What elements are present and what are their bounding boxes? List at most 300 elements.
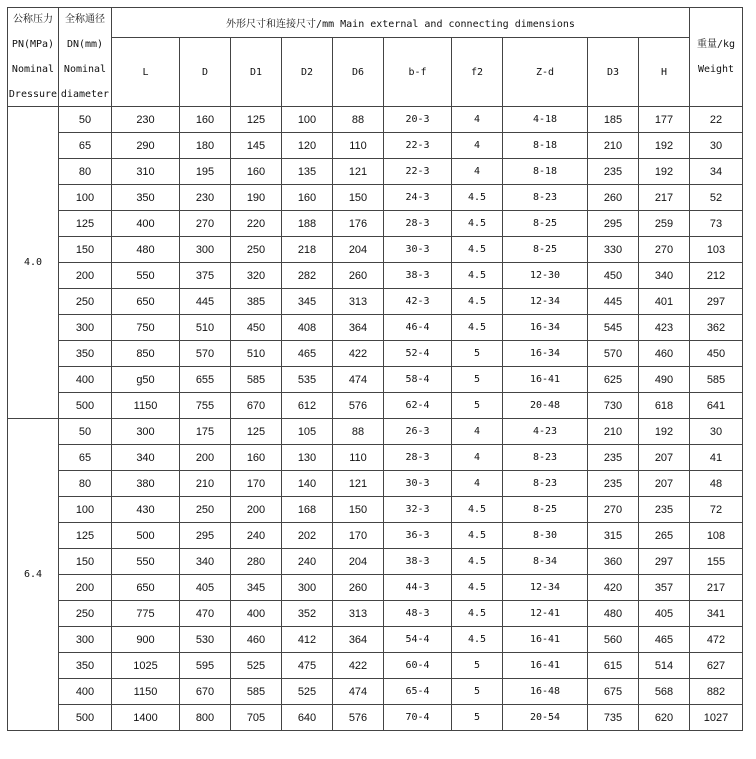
col-header-f2: f2 bbox=[452, 38, 503, 107]
cell-D6: 364 bbox=[333, 627, 384, 653]
cell-b-f: 58-4 bbox=[384, 367, 452, 393]
cell-H: 177 bbox=[639, 107, 690, 133]
cell-H: 340 bbox=[639, 263, 690, 289]
cell-D2: 240 bbox=[282, 549, 333, 575]
cell-D2: 168 bbox=[282, 497, 333, 523]
cell-D2: 612 bbox=[282, 393, 333, 419]
cell-D3: 615 bbox=[588, 653, 639, 679]
cell-f2: 4 bbox=[452, 445, 503, 471]
cell-L: 230 bbox=[112, 107, 180, 133]
cell-L: 775 bbox=[112, 601, 180, 627]
cell-weight: 585 bbox=[690, 367, 743, 393]
cell-weight: 73 bbox=[690, 211, 743, 237]
cell-L: 350 bbox=[112, 185, 180, 211]
cell-dn: 200 bbox=[59, 263, 112, 289]
cell-b-f: 26-3 bbox=[384, 419, 452, 445]
cell-weight: 472 bbox=[690, 627, 743, 653]
col-header-D2: D2 bbox=[282, 38, 333, 107]
cell-f2: 4 bbox=[452, 471, 503, 497]
cell-L: 480 bbox=[112, 237, 180, 263]
cell-L: 1150 bbox=[112, 679, 180, 705]
header-pn bbox=[8, 8, 59, 107]
cell-D: 470 bbox=[180, 601, 231, 627]
cell-L: 550 bbox=[112, 263, 180, 289]
cell-b-f: 30-3 bbox=[384, 471, 452, 497]
cell-Z-d: 16-41 bbox=[503, 367, 588, 393]
cell-H: 490 bbox=[639, 367, 690, 393]
cell-L: 300 bbox=[112, 419, 180, 445]
cell-b-f: 65-4 bbox=[384, 679, 452, 705]
cell-Z-d: 8-25 bbox=[503, 497, 588, 523]
cell-dn: 80 bbox=[59, 471, 112, 497]
cell-D2: 345 bbox=[282, 289, 333, 315]
cell-weight: 1027 bbox=[690, 705, 743, 731]
cell-H: 401 bbox=[639, 289, 690, 315]
cell-Z-d: 8-23 bbox=[503, 185, 588, 211]
cell-Z-d: 16-48 bbox=[503, 679, 588, 705]
cell-D3: 360 bbox=[588, 549, 639, 575]
cell-b-f: 42-3 bbox=[384, 289, 452, 315]
cell-weight: 34 bbox=[690, 159, 743, 185]
cell-dn: 80 bbox=[59, 159, 112, 185]
pn-group-cell: 4.0 bbox=[8, 107, 59, 419]
col-header-D1: D1 bbox=[231, 38, 282, 107]
cell-b-f: 62-4 bbox=[384, 393, 452, 419]
cell-dn: 150 bbox=[59, 549, 112, 575]
cell-D6: 176 bbox=[333, 211, 384, 237]
cell-D6: 422 bbox=[333, 341, 384, 367]
cell-D3: 235 bbox=[588, 445, 639, 471]
cell-f2: 4.5 bbox=[452, 497, 503, 523]
header-pn-line1: 公称压力 bbox=[13, 14, 53, 25]
cell-f2: 4.5 bbox=[452, 575, 503, 601]
cell-Z-d: 12-30 bbox=[503, 263, 588, 289]
table-row bbox=[8, 159, 743, 185]
cell-weight: 212 bbox=[690, 263, 743, 289]
cell-D6: 110 bbox=[333, 133, 384, 159]
cell-L: 900 bbox=[112, 627, 180, 653]
cell-Z-d: 20-48 bbox=[503, 393, 588, 419]
cell-weight: 341 bbox=[690, 601, 743, 627]
cell-D: 195 bbox=[180, 159, 231, 185]
cell-b-f: 46-4 bbox=[384, 315, 452, 341]
cell-D6: 364 bbox=[333, 315, 384, 341]
header-weight-line2: Weight bbox=[697, 64, 735, 75]
cell-D1: 585 bbox=[231, 679, 282, 705]
cell-L: 380 bbox=[112, 471, 180, 497]
cell-D3: 210 bbox=[588, 133, 639, 159]
cell-b-f: 52-4 bbox=[384, 341, 452, 367]
cell-f2: 4.5 bbox=[452, 315, 503, 341]
cell-D2: 475 bbox=[282, 653, 333, 679]
cell-D1: 670 bbox=[231, 393, 282, 419]
cell-H: 265 bbox=[639, 523, 690, 549]
cell-D: 200 bbox=[180, 445, 231, 471]
cell-H: 620 bbox=[639, 705, 690, 731]
cell-b-f: 70-4 bbox=[384, 705, 452, 731]
cell-D2: 130 bbox=[282, 445, 333, 471]
table-row bbox=[8, 367, 743, 393]
cell-dn: 125 bbox=[59, 523, 112, 549]
cell-f2: 5 bbox=[452, 705, 503, 731]
cell-Z-d: 8-34 bbox=[503, 549, 588, 575]
header-pn-line2: PN(MPa) bbox=[11, 39, 55, 50]
cell-weight: 155 bbox=[690, 549, 743, 575]
cell-b-f: 44-3 bbox=[384, 575, 452, 601]
cell-dn: 350 bbox=[59, 341, 112, 367]
cell-dn: 400 bbox=[59, 679, 112, 705]
cell-D1: 400 bbox=[231, 601, 282, 627]
cell-H: 259 bbox=[639, 211, 690, 237]
cell-b-f: 38-3 bbox=[384, 549, 452, 575]
table-row bbox=[8, 133, 743, 159]
cell-D3: 570 bbox=[588, 341, 639, 367]
cell-D1: 160 bbox=[231, 159, 282, 185]
cell-dn: 350 bbox=[59, 653, 112, 679]
cell-H: 235 bbox=[639, 497, 690, 523]
cell-D: 210 bbox=[180, 471, 231, 497]
cell-H: 297 bbox=[639, 549, 690, 575]
cell-D6: 260 bbox=[333, 263, 384, 289]
cell-D6: 260 bbox=[333, 575, 384, 601]
cell-b-f: 32-3 bbox=[384, 497, 452, 523]
header-dn-line4: diameter bbox=[60, 89, 110, 100]
cell-D2: 465 bbox=[282, 341, 333, 367]
cell-L: 650 bbox=[112, 575, 180, 601]
cell-D6: 313 bbox=[333, 289, 384, 315]
cell-dn: 65 bbox=[59, 133, 112, 159]
cell-b-f: 24-3 bbox=[384, 185, 452, 211]
cell-f2: 5 bbox=[452, 341, 503, 367]
cell-D2: 120 bbox=[282, 133, 333, 159]
table-row bbox=[8, 237, 743, 263]
table-row bbox=[8, 445, 743, 471]
cell-D: 570 bbox=[180, 341, 231, 367]
cell-b-f: 54-4 bbox=[384, 627, 452, 653]
cell-D3: 560 bbox=[588, 627, 639, 653]
table-row bbox=[8, 419, 743, 445]
table-row bbox=[8, 679, 743, 705]
cell-D2: 412 bbox=[282, 627, 333, 653]
cell-D1: 125 bbox=[231, 419, 282, 445]
cell-D3: 270 bbox=[588, 497, 639, 523]
cell-Z-d: 4-18 bbox=[503, 107, 588, 133]
header-pn-line4: Dressure bbox=[8, 89, 58, 100]
cell-D2: 408 bbox=[282, 315, 333, 341]
cell-D1: 320 bbox=[231, 263, 282, 289]
cell-D3: 210 bbox=[588, 419, 639, 445]
cell-Z-d: 16-34 bbox=[503, 315, 588, 341]
table-row bbox=[8, 185, 743, 211]
cell-D6: 204 bbox=[333, 237, 384, 263]
cell-f2: 4 bbox=[452, 419, 503, 445]
cell-Z-d: 8-25 bbox=[503, 237, 588, 263]
table-row bbox=[8, 289, 743, 315]
cell-Z-d: 20-54 bbox=[503, 705, 588, 731]
cell-D3: 450 bbox=[588, 263, 639, 289]
cell-dn: 100 bbox=[59, 497, 112, 523]
cell-Z-d: 8-18 bbox=[503, 159, 588, 185]
cell-H: 423 bbox=[639, 315, 690, 341]
cell-D2: 140 bbox=[282, 471, 333, 497]
cell-H: 514 bbox=[639, 653, 690, 679]
cell-Z-d: 8-30 bbox=[503, 523, 588, 549]
cell-D6: 204 bbox=[333, 549, 384, 575]
cell-D2: 300 bbox=[282, 575, 333, 601]
cell-L: 1025 bbox=[112, 653, 180, 679]
table-row bbox=[8, 627, 743, 653]
col-header-Z-d: Z-d bbox=[503, 38, 588, 107]
cell-f2: 4 bbox=[452, 133, 503, 159]
cell-D3: 295 bbox=[588, 211, 639, 237]
cell-D1: 240 bbox=[231, 523, 282, 549]
header-dn bbox=[59, 8, 112, 107]
cell-D6: 422 bbox=[333, 653, 384, 679]
cell-Z-d: 8-23 bbox=[503, 471, 588, 497]
cell-D: 670 bbox=[180, 679, 231, 705]
cell-dn: 250 bbox=[59, 601, 112, 627]
cell-dn: 200 bbox=[59, 575, 112, 601]
cell-H: 357 bbox=[639, 575, 690, 601]
cell-D: 180 bbox=[180, 133, 231, 159]
header-weight-line1: 重量/kg bbox=[696, 39, 736, 50]
cell-D: 340 bbox=[180, 549, 231, 575]
cell-D6: 121 bbox=[333, 159, 384, 185]
cell-H: 270 bbox=[639, 237, 690, 263]
cell-f2: 5 bbox=[452, 393, 503, 419]
table-row bbox=[8, 107, 743, 133]
cell-b-f: 22-3 bbox=[384, 159, 452, 185]
cell-D3: 445 bbox=[588, 289, 639, 315]
header-pn-line3: Nominal bbox=[11, 64, 55, 75]
cell-dn: 65 bbox=[59, 445, 112, 471]
cell-D1: 170 bbox=[231, 471, 282, 497]
cell-D2: 282 bbox=[282, 263, 333, 289]
cell-f2: 4 bbox=[452, 107, 503, 133]
cell-D1: 525 bbox=[231, 653, 282, 679]
cell-f2: 4 bbox=[452, 159, 503, 185]
cell-D6: 110 bbox=[333, 445, 384, 471]
cell-H: 618 bbox=[639, 393, 690, 419]
col-header-D: D bbox=[180, 38, 231, 107]
table-row bbox=[8, 549, 743, 575]
cell-D6: 88 bbox=[333, 419, 384, 445]
cell-L: 750 bbox=[112, 315, 180, 341]
cell-D1: 190 bbox=[231, 185, 282, 211]
cell-D6: 150 bbox=[333, 185, 384, 211]
table-row bbox=[8, 601, 743, 627]
cell-D2: 352 bbox=[282, 601, 333, 627]
cell-weight: 641 bbox=[690, 393, 743, 419]
cell-b-f: 36-3 bbox=[384, 523, 452, 549]
table-row bbox=[8, 211, 743, 237]
cell-f2: 5 bbox=[452, 367, 503, 393]
pn-group-cell: 6.4 bbox=[8, 419, 59, 731]
cell-L: 850 bbox=[112, 341, 180, 367]
cell-dn: 250 bbox=[59, 289, 112, 315]
table-row bbox=[8, 575, 743, 601]
cell-D: 250 bbox=[180, 497, 231, 523]
cell-Z-d: 16-34 bbox=[503, 341, 588, 367]
cell-D: 405 bbox=[180, 575, 231, 601]
cell-D1: 280 bbox=[231, 549, 282, 575]
cell-H: 192 bbox=[639, 133, 690, 159]
cell-D: 160 bbox=[180, 107, 231, 133]
cell-Z-d: 16-41 bbox=[503, 627, 588, 653]
cell-L: 290 bbox=[112, 133, 180, 159]
table-row bbox=[8, 393, 743, 419]
cell-weight: 22 bbox=[690, 107, 743, 133]
cell-weight: 217 bbox=[690, 575, 743, 601]
dims-title: 外形尺寸和连接尺寸/mm Main external and connecting dimensions bbox=[112, 8, 690, 38]
cell-D3: 730 bbox=[588, 393, 639, 419]
cell-D: 175 bbox=[180, 419, 231, 445]
cell-D2: 135 bbox=[282, 159, 333, 185]
cell-D1: 250 bbox=[231, 237, 282, 263]
cell-D: 800 bbox=[180, 705, 231, 731]
cell-b-f: 48-3 bbox=[384, 601, 452, 627]
cell-D1: 345 bbox=[231, 575, 282, 601]
cell-Z-d: 8-18 bbox=[503, 133, 588, 159]
cell-D3: 480 bbox=[588, 601, 639, 627]
cell-D: 510 bbox=[180, 315, 231, 341]
cell-D: 445 bbox=[180, 289, 231, 315]
cell-weight: 52 bbox=[690, 185, 743, 211]
cell-D2: 640 bbox=[282, 705, 333, 731]
cell-D1: 125 bbox=[231, 107, 282, 133]
header-row-1 bbox=[8, 8, 743, 38]
cell-Z-d: 8-23 bbox=[503, 445, 588, 471]
col-header-D3: D3 bbox=[588, 38, 639, 107]
cell-L: g50 bbox=[112, 367, 180, 393]
cell-weight: 362 bbox=[690, 315, 743, 341]
cell-weight: 72 bbox=[690, 497, 743, 523]
cell-dn: 100 bbox=[59, 185, 112, 211]
col-header-D6: D6 bbox=[333, 38, 384, 107]
cell-f2: 4.5 bbox=[452, 289, 503, 315]
cell-f2: 4.5 bbox=[452, 263, 503, 289]
cell-H: 465 bbox=[639, 627, 690, 653]
cell-dn: 300 bbox=[59, 627, 112, 653]
cell-L: 340 bbox=[112, 445, 180, 471]
cell-D: 230 bbox=[180, 185, 231, 211]
cell-L: 430 bbox=[112, 497, 180, 523]
header-dn-line3: Nominal bbox=[63, 64, 107, 75]
cell-D3: 235 bbox=[588, 471, 639, 497]
cell-D1: 585 bbox=[231, 367, 282, 393]
cell-D: 300 bbox=[180, 237, 231, 263]
cell-D6: 88 bbox=[333, 107, 384, 133]
cell-D6: 576 bbox=[333, 393, 384, 419]
cell-dn: 400 bbox=[59, 367, 112, 393]
cell-D1: 200 bbox=[231, 497, 282, 523]
cell-b-f: 28-3 bbox=[384, 211, 452, 237]
cell-L: 550 bbox=[112, 549, 180, 575]
col-header-b-f: b-f bbox=[384, 38, 452, 107]
table-row bbox=[8, 705, 743, 731]
header-dn-line2: DN(mm) bbox=[66, 39, 104, 50]
cell-b-f: 30-3 bbox=[384, 237, 452, 263]
header-row-2 bbox=[8, 38, 743, 107]
cell-dn: 50 bbox=[59, 107, 112, 133]
col-header-H: H bbox=[639, 38, 690, 107]
cell-Z-d: 12-41 bbox=[503, 601, 588, 627]
cell-f2: 5 bbox=[452, 679, 503, 705]
table-row bbox=[8, 341, 743, 367]
cell-D6: 313 bbox=[333, 601, 384, 627]
cell-H: 207 bbox=[639, 445, 690, 471]
cell-D6: 474 bbox=[333, 367, 384, 393]
cell-D1: 220 bbox=[231, 211, 282, 237]
cell-D2: 188 bbox=[282, 211, 333, 237]
cell-Z-d: 12-34 bbox=[503, 575, 588, 601]
cell-weight: 297 bbox=[690, 289, 743, 315]
cell-D3: 185 bbox=[588, 107, 639, 133]
cell-D1: 385 bbox=[231, 289, 282, 315]
cell-dn: 500 bbox=[59, 705, 112, 731]
cell-D6: 170 bbox=[333, 523, 384, 549]
cell-b-f: 60-4 bbox=[384, 653, 452, 679]
table-row bbox=[8, 471, 743, 497]
cell-D3: 735 bbox=[588, 705, 639, 731]
cell-D: 655 bbox=[180, 367, 231, 393]
cell-D2: 105 bbox=[282, 419, 333, 445]
col-header-L: L bbox=[112, 38, 180, 107]
cell-f2: 4.5 bbox=[452, 211, 503, 237]
cell-H: 460 bbox=[639, 341, 690, 367]
cell-D2: 100 bbox=[282, 107, 333, 133]
cell-L: 400 bbox=[112, 211, 180, 237]
cell-H: 207 bbox=[639, 471, 690, 497]
cell-D6: 474 bbox=[333, 679, 384, 705]
dimensions-table bbox=[7, 7, 743, 731]
cell-f2: 4.5 bbox=[452, 185, 503, 211]
table-row bbox=[8, 653, 743, 679]
table-row bbox=[8, 497, 743, 523]
cell-b-f: 20-3 bbox=[384, 107, 452, 133]
cell-D: 270 bbox=[180, 211, 231, 237]
cell-dn: 300 bbox=[59, 315, 112, 341]
cell-D2: 218 bbox=[282, 237, 333, 263]
cell-Z-d: 12-34 bbox=[503, 289, 588, 315]
cell-D2: 525 bbox=[282, 679, 333, 705]
table-row bbox=[8, 315, 743, 341]
cell-D1: 145 bbox=[231, 133, 282, 159]
table-row bbox=[8, 263, 743, 289]
cell-D6: 576 bbox=[333, 705, 384, 731]
cell-D2: 535 bbox=[282, 367, 333, 393]
cell-weight: 450 bbox=[690, 341, 743, 367]
table-row bbox=[8, 523, 743, 549]
cell-D: 375 bbox=[180, 263, 231, 289]
cell-D1: 160 bbox=[231, 445, 282, 471]
cell-Z-d: 8-25 bbox=[503, 211, 588, 237]
cell-f2: 4.5 bbox=[452, 549, 503, 575]
cell-D6: 150 bbox=[333, 497, 384, 523]
cell-D1: 460 bbox=[231, 627, 282, 653]
cell-L: 310 bbox=[112, 159, 180, 185]
header-dn-line1: 全称通径 bbox=[65, 14, 105, 25]
cell-L: 1150 bbox=[112, 393, 180, 419]
cell-weight: 30 bbox=[690, 419, 743, 445]
cell-D: 755 bbox=[180, 393, 231, 419]
cell-D3: 625 bbox=[588, 367, 639, 393]
cell-H: 192 bbox=[639, 419, 690, 445]
cell-L: 500 bbox=[112, 523, 180, 549]
cell-D2: 160 bbox=[282, 185, 333, 211]
cell-f2: 4.5 bbox=[452, 523, 503, 549]
cell-H: 192 bbox=[639, 159, 690, 185]
